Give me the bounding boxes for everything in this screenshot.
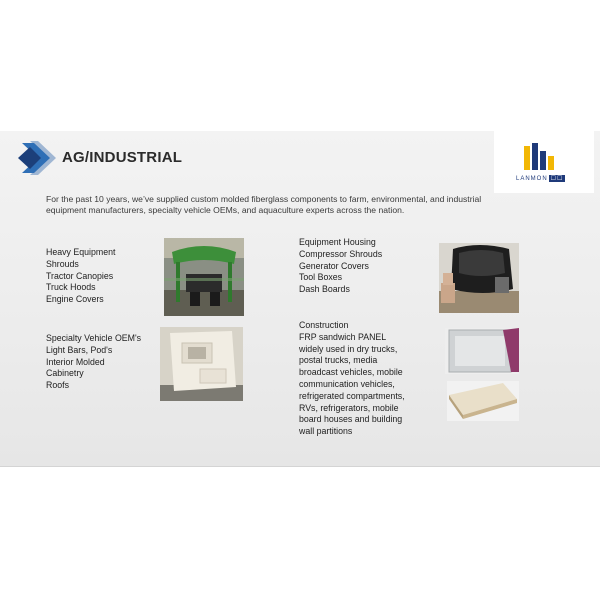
list-item: Roofs [46, 380, 69, 391]
list-item: RVs, refrigerators, mobile [299, 402, 399, 413]
list-item: Interior Molded [46, 356, 105, 367]
frp-panel-photo-2 [447, 381, 519, 421]
list-item: FRP sandwich PANEL [299, 331, 387, 342]
list-item: communication vehicles, [299, 378, 395, 389]
chevron-logo-icon [16, 139, 58, 177]
lanmon-logo-icon [522, 143, 556, 173]
heavy-equipment-list [46, 247, 115, 306]
list-item: Construction [299, 320, 349, 330]
list-item: Truck Hoods [46, 282, 96, 293]
frp-panel-photo-1 [445, 328, 519, 374]
list-item: Tractor Canopies [46, 270, 114, 281]
specialty-vehicle-list [46, 333, 141, 392]
company-logo [494, 131, 594, 193]
equipment-housing-photo [439, 243, 519, 313]
equipment-housing-list [299, 237, 382, 296]
list-item: Dash Boards [299, 284, 350, 295]
list-item: Light Bars, Pod's [46, 344, 113, 355]
intro-paragraph: For the past 10 years, we’ve supplied custom molded fiberglass components to farm, environmental, and industrial equipment manufacturers, specialty vehicle OEMs, and aquaculture experts across the nation. [46, 194, 482, 215]
interior-molded-photo [160, 327, 243, 401]
list-item: wall partitions [299, 426, 353, 437]
construction-list [299, 320, 405, 438]
list-item: board houses and building [299, 414, 403, 425]
list-item: Equipment Housing [299, 237, 376, 247]
slide [0, 131, 600, 467]
list-item: Tool Boxes [299, 272, 343, 283]
list-item: refrigerated compartments, [299, 390, 405, 401]
logo-wordmark: LANMON ☐☐ [516, 176, 564, 182]
list-item: Specialty Vehicle OEM's [46, 333, 142, 343]
list-item: Engine Covers [46, 294, 104, 305]
list-item: widely used in dry trucks, [299, 343, 398, 354]
list-item: Compressor Shrouds [299, 248, 383, 259]
list-item: Generator Covers [299, 260, 369, 271]
list-item: broadcast vehicles, mobile [299, 367, 403, 378]
list-item: Heavy Equipment [46, 247, 116, 257]
list-item: Cabinetry [46, 368, 84, 379]
list-item: postal trucks, media [299, 355, 378, 366]
page-title: AG/INDUSTRIAL [62, 149, 183, 166]
tractor-canopy-photo [164, 238, 244, 316]
slide-divider [0, 466, 600, 467]
list-item: Shrouds [46, 258, 79, 269]
